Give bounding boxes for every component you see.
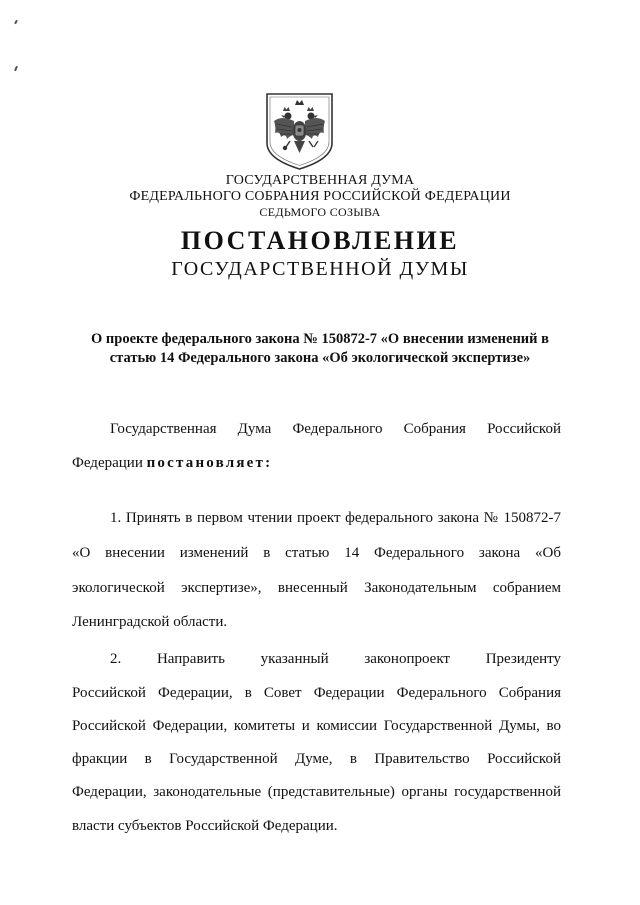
paragraph-1-line: Ленинградской области. [72, 614, 228, 630]
preamble-line: Государственная Дума Федерального Собрания Российской [110, 421, 561, 437]
scan-artifact [14, 66, 18, 71]
double-headed-eagle-icon [264, 91, 335, 171]
paragraph-1-line: «О внесении изменений в статью 14 Федерального закона «Об [72, 545, 561, 561]
paragraph-2-line: Российской Федерации, комитеты и комиссии Государственной Думы, во [72, 718, 561, 734]
paragraph-2-line: Российской Федерации, в Совет Федерации Федерального Собрания [72, 685, 561, 701]
resolution-title [70, 330, 570, 368]
resolution-title-line: статью 14 Федерального закона «Об экологической экспертизе» [109, 350, 531, 366]
document-type-title: ПОСТАНОВЛЕНИЕ [180, 226, 460, 255]
scan-artifact [14, 20, 18, 24]
document-type-subtitle: ГОСУДАРСТВЕННОЙ ДУМЫ [171, 258, 469, 280]
preamble-decree-word: постановляет: [146, 455, 273, 471]
header-line-convocation: СЕДЬМОГО СОЗЫВА [259, 205, 381, 219]
paragraph-2-line: 2. Направить указанный законопроект Президенту [110, 651, 561, 667]
resolution-title-line: О проекте федерального закона № 150872-7 «О внесении изменений в [91, 331, 549, 347]
paragraph-1-line: экологической экспертизе», внесенный Законодательным собранием [72, 580, 561, 596]
preamble-prefix: Федерации [72, 455, 143, 471]
paragraph-1-line: 1. Принять в первом чтении проект федерального закона № 150872-7 [110, 510, 561, 526]
paragraph-2-line: фракции в Государственной Думе, в Правительство Российской [72, 751, 561, 767]
header-line-duma: ГОСУДАРСТВЕННАЯ ДУМА [225, 173, 415, 188]
header-line-federal-assembly: ФЕДЕРАЛЬНОГО СОБРАНИЯ РОССИЙСКОЙ ФЕДЕРАЦИИ [129, 189, 511, 204]
paragraph-2-line: власти субъектов Российской Федерации. [72, 818, 338, 834]
paragraph-2-line: Федерации, законодательные (представительные) органы государственной [72, 784, 561, 800]
preamble-line [72, 455, 561, 472]
